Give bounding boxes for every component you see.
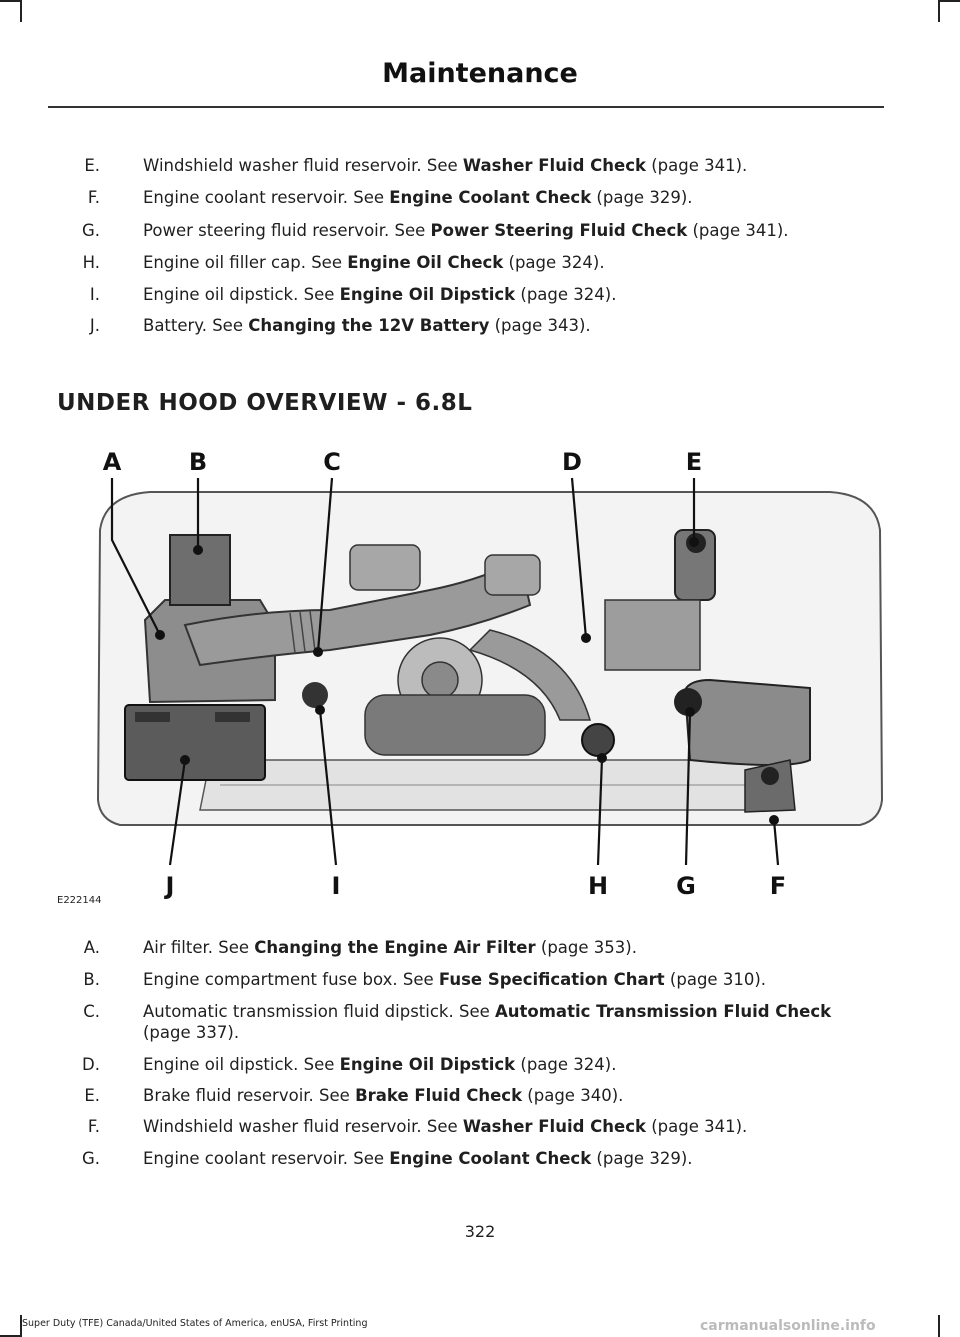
callout-dot — [597, 753, 607, 763]
coolant-reservoir — [685, 680, 810, 765]
cross-reference-link[interactable]: Washer Fluid Check — [462, 156, 646, 175]
callout-label: B — [188, 448, 208, 476]
crop-mark — [20, 0, 22, 22]
figure-id: E222144 — [57, 895, 102, 906]
cross-reference-link[interactable]: Engine Oil Dipstick — [339, 1055, 516, 1074]
leader-line — [774, 820, 778, 865]
footer-text: Super Duty (TFE) Canada/United States of America, enUSA, First Printing — [22, 1318, 368, 1329]
cross-reference-link[interactable]: Brake Fluid Check — [355, 1086, 523, 1105]
header-divider — [48, 106, 884, 108]
callout-dot — [180, 755, 190, 765]
cross-reference-link[interactable]: Washer Fluid Check — [462, 1117, 646, 1136]
cross-reference-link[interactable]: Fuse Specification Chart — [438, 970, 665, 989]
watermark[interactable]: carmanualsonline.info — [700, 1318, 876, 1334]
crop-mark — [938, 0, 940, 22]
callout-dot — [193, 545, 203, 555]
oil-filler-cap — [582, 724, 614, 756]
callout-dot — [313, 647, 323, 657]
cross-reference-link[interactable]: Power Steering Fluid Check — [430, 221, 688, 240]
page-number: 322 — [464, 1222, 496, 1241]
cross-reference-link[interactable]: Engine Coolant Check — [389, 188, 592, 207]
callout-label: C — [323, 448, 341, 476]
crop-mark — [938, 1315, 940, 1337]
section-heading: UNDER HOOD OVERVIEW - 6.8L — [57, 390, 473, 416]
callout-label: E — [685, 448, 703, 476]
cross-reference-link[interactable]: Engine Coolant Check — [389, 1149, 592, 1168]
intake-manifold — [350, 545, 420, 590]
callout-label: D — [562, 448, 582, 476]
callout-label: G — [676, 872, 696, 900]
callout-label: A — [102, 448, 122, 476]
callout-dot — [769, 815, 779, 825]
cross-reference-link[interactable]: Changing the 12V Battery — [248, 316, 490, 335]
page-title: Maintenance — [382, 58, 578, 89]
callout-label: H — [587, 872, 609, 900]
crop-mark — [938, 0, 960, 2]
callout-dot — [315, 705, 325, 715]
callout-label: F — [769, 872, 787, 900]
cross-reference-link[interactable]: Changing the Engine Air Filter — [254, 938, 536, 957]
cross-reference-link[interactable]: Engine Oil Check — [347, 253, 504, 272]
callout-label: I — [331, 872, 341, 900]
callout-dot — [581, 633, 591, 643]
callout-label: J — [165, 872, 175, 900]
cross-reference-link[interactable]: Automatic Transmission Fluid Check — [495, 1002, 832, 1021]
crop-mark — [0, 0, 22, 2]
cross-reference-link[interactable]: Engine Oil Dipstick — [339, 285, 516, 304]
callout-dot — [155, 630, 165, 640]
engine-bay-illustration — [90, 440, 890, 910]
callout-dot — [685, 707, 695, 717]
callout-dot — [689, 537, 699, 547]
